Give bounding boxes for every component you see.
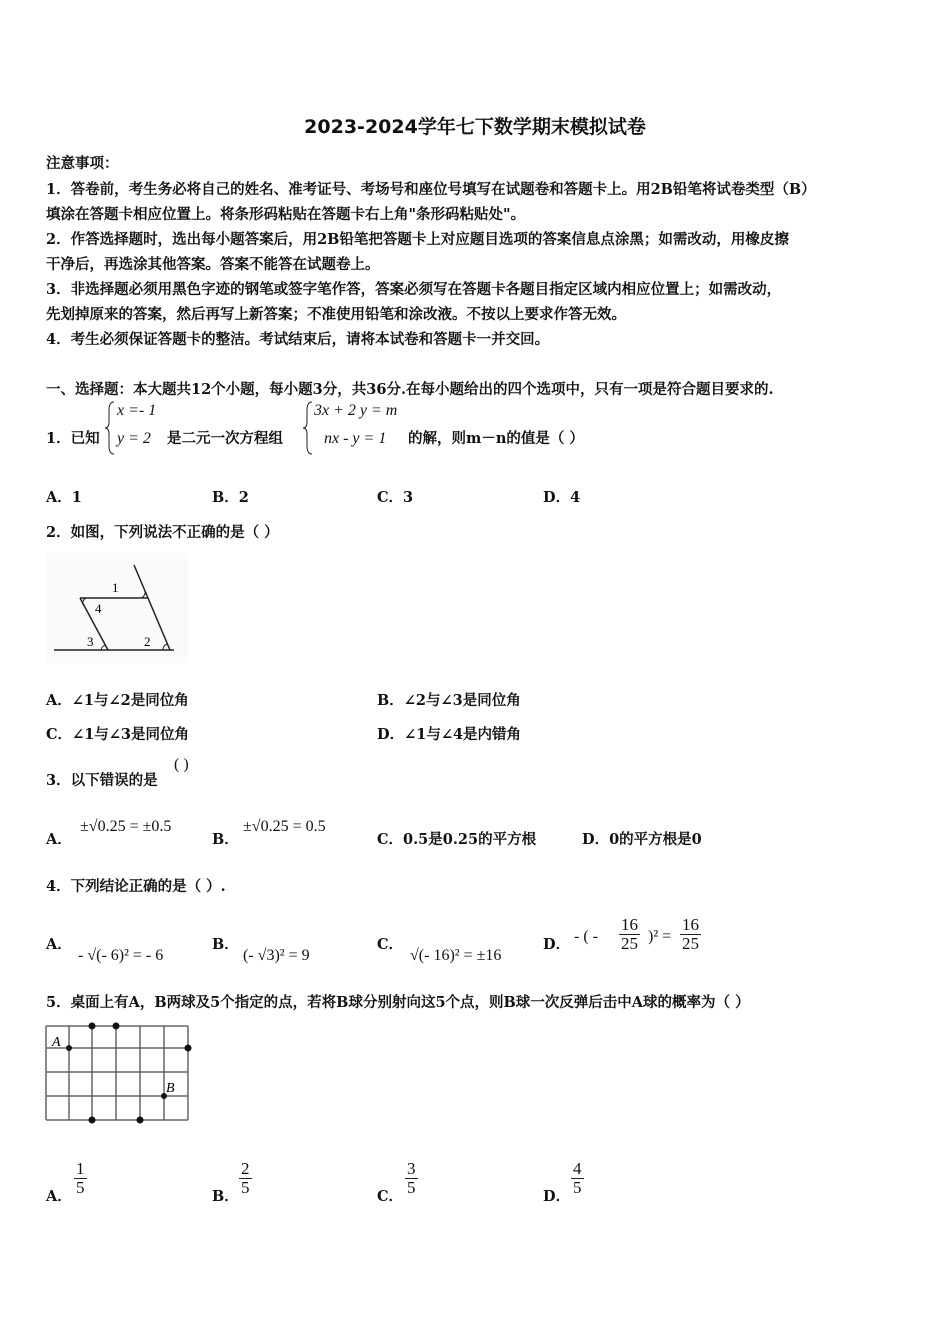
notice-heading: 注意事项： <box>46 155 119 172</box>
q3-option-d[interactable]: D．0的平方根是0 <box>582 831 702 848</box>
q2-option-d[interactable]: D．∠1与∠4是内错角 <box>377 726 522 743</box>
q1-sys2-eq2: nx - y = 1 <box>324 430 387 447</box>
notice-line: 1．答卷前，考生务必将自己的姓名、准考证号、考场号和座位号填写在试题卷和答题卡上。用2B铅笔将试卷类型（B） <box>46 181 816 198</box>
q2-fig-label-4: 4 <box>95 601 102 616</box>
q2-option-b[interactable]: B．∠2与∠3是同位角 <box>377 692 521 709</box>
q5-a-den: 5 <box>76 1177 85 1197</box>
q5-option-d-label[interactable]: D． <box>543 1188 571 1205</box>
q3-option-a-label[interactable]: A． <box>46 831 72 848</box>
q4-option-b-math: (- √3)² = 9 <box>243 947 310 964</box>
q2-option-c[interactable]: C．∠1与∠3是同位角 <box>46 726 190 743</box>
q1-mid: 是二元一次方程组 <box>167 430 283 447</box>
q5-option-b-label[interactable]: B． <box>212 1188 239 1205</box>
q3-text: 3．以下错误的是 <box>46 772 158 789</box>
q5-text: 5．桌面上有A，B两球及5个指定的点，若将B球分别射向这5个点，则B球一次反弹后击中A球的概率为（ ） <box>46 994 750 1011</box>
q5-option-c-label[interactable]: C． <box>377 1188 404 1205</box>
q5-option-a-frac <box>74 1160 87 1197</box>
q5-c-den: 5 <box>407 1177 416 1197</box>
notice-line: 4．考生必须保证答题卡的整洁。考试结束后，请将本试卷和答题卡一并交回。 <box>46 331 550 348</box>
q1-option-a[interactable]: A．1 <box>46 489 82 506</box>
notice-line: 3．非选择题必须用黑色字迹的钢笔或签字笔作答，答案必须写在答题卡各题目指定区域内相应位置上；如需改动， <box>46 281 782 298</box>
q1-option-c[interactable]: C．3 <box>377 489 414 506</box>
q3-option-b-math: ±√0.25 = 0.5 <box>243 818 326 835</box>
q5-c-num: 3 <box>407 1159 416 1178</box>
q4-option-c-label[interactable]: C． <box>377 936 404 953</box>
q3-paren: ( ) <box>174 756 189 773</box>
q4-d-num1: 16 <box>621 915 638 934</box>
q2-text: 2．如图，下列说法不正确的是（ ） <box>46 524 279 541</box>
q5-option-a-label[interactable]: A． <box>46 1188 72 1205</box>
notice-line: 2．作答选择题时，选出每小题答案后，用2B铅笔把答题卡上对应题目选项的答案信息点涂黑；如需改动，用橡皮擦 <box>46 231 789 248</box>
q3-option-b-label[interactable]: B． <box>212 831 239 848</box>
q4-option-b-label[interactable]: B． <box>212 936 239 953</box>
q5-option-c-frac <box>405 1160 418 1197</box>
notice-line: 先划掉原来的答案，然后再写上新答案；不准使用铅笔和涂改液。不按以上要求作答无效。 <box>46 306 626 323</box>
q4-d-num2: 16 <box>682 915 699 934</box>
q1-sys2-eq1: 3x + 2 y = m <box>314 402 398 419</box>
q2-fig-label-3: 3 <box>87 634 94 649</box>
q1-option-d[interactable]: D．4 <box>543 489 581 506</box>
q5-option-b-frac <box>239 1160 252 1197</box>
q5-d-den: 5 <box>573 1177 582 1197</box>
q1-sys1-eq1: x =- 1 <box>117 402 157 419</box>
q5-option-d-frac <box>571 1160 584 1197</box>
q4-option-d-frac2 <box>680 916 701 953</box>
q1-sys1-eq2: y = 2 <box>117 430 151 447</box>
q4-option-d-label[interactable]: D． <box>543 936 571 953</box>
q2-option-a[interactable]: A．∠1与∠2是同位角 <box>46 692 189 709</box>
q3-option-a-math: ±√0.25 = ±0.5 <box>80 818 172 835</box>
q5-d-num: 4 <box>573 1159 582 1178</box>
q1-option-b[interactable]: B．2 <box>212 489 249 506</box>
q4-option-a-label[interactable]: A． <box>46 936 72 953</box>
q4-option-a-math: - √(- 6)² = - 6 <box>78 947 164 964</box>
q3-option-c[interactable]: C．0.5是0.25的平方根 <box>377 831 537 848</box>
section-heading: 一、选择题：本大题共12个小题，每小题3分，共36分.在每小题给出的四个选项中，只有一项是符合题目要求的. <box>46 381 774 398</box>
q4-d-den1: 25 <box>621 933 638 953</box>
q5-label-a: A <box>52 1035 61 1050</box>
page-title: 2023-2024学年七下数学期末模拟试卷 <box>304 116 646 138</box>
q4-text: 4．下列结论正确的是（ ）. <box>46 878 226 895</box>
notice-line: 干净后，再选涂其他答案。答案不能答在试题卷上。 <box>46 256 380 273</box>
q1-suffix: 的解，则m－n的值是（ ） <box>408 430 584 447</box>
q1-prefix: 1．已知 <box>46 430 100 447</box>
q5-b-num: 2 <box>241 1159 250 1178</box>
q2-fig-label-1: 1 <box>112 580 119 595</box>
q5-grid-figure <box>44 1022 196 1126</box>
q4-option-d-frac1 <box>619 916 640 953</box>
q5-label-b: B <box>166 1081 175 1096</box>
q4-option-d-post: )² = <box>648 928 672 945</box>
q4-option-d-pre: - ( - <box>574 928 598 945</box>
q4-option-c-math: √(- 16)² = ±16 <box>410 947 502 964</box>
notice-line: 填涂在答题卡相应位置上。将条形码粘贴在答题卡右上角"条形码粘贴处"。 <box>46 206 526 223</box>
q5-a-num: 1 <box>76 1159 85 1178</box>
q5-b-den: 5 <box>241 1177 250 1197</box>
q2-fig-label-2: 2 <box>144 634 151 649</box>
q2-figure <box>46 553 188 663</box>
q4-d-den2: 25 <box>682 933 699 953</box>
